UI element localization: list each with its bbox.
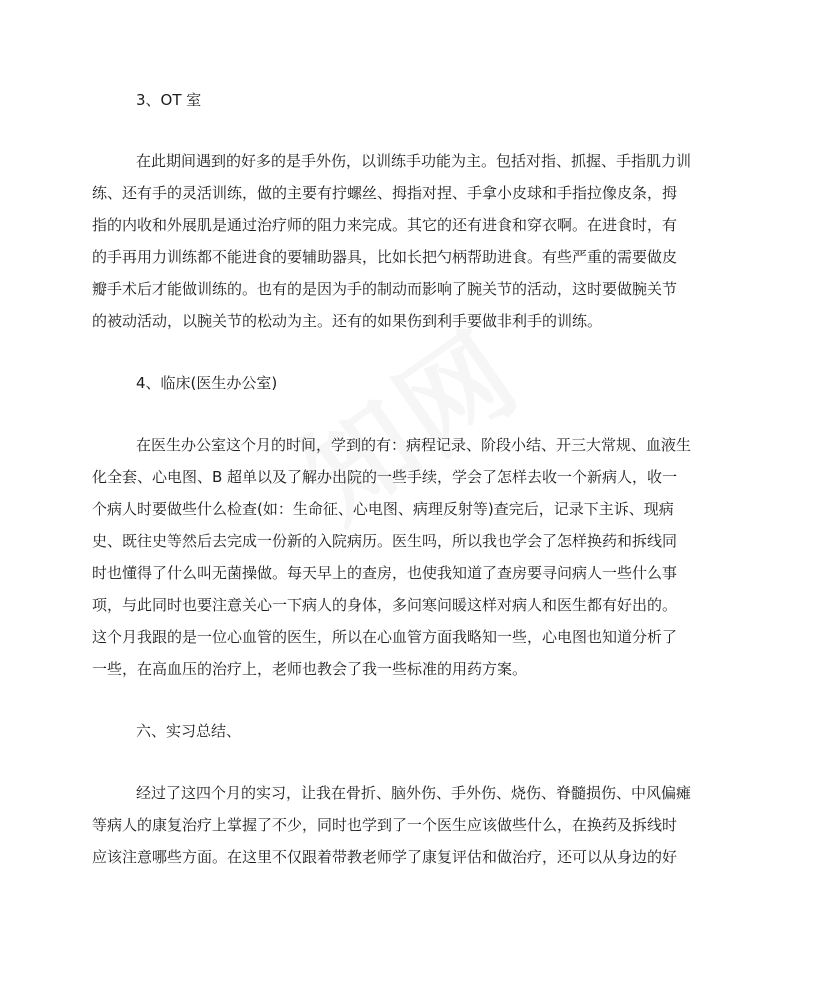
paragraph-line: 在此期间遇到的好多的是手外伤，以训练手功能为主。包括对指、抓握、手指肌力训	[136, 152, 692, 170]
section-heading-clinic: 4、临床(医生办公室)	[136, 374, 278, 392]
section-heading-summary: 六、实习总结、	[136, 722, 242, 740]
paragraph-line: 的被动活动，以腕关节的松动为主。还有的如果伤到利手要做非利手的训练。	[92, 312, 603, 330]
paragraph-line: 应该注意哪些方面。在这里不仅跟着带教老师学了康复评估和做治疗，还可以从身边的好	[92, 848, 678, 866]
section-heading-ot: 3、OT 室	[136, 91, 202, 109]
paragraph-line: 在医生办公室这个月的时间，学到的有：病程记录、阶段小结、开三大常规、血液生	[136, 436, 692, 454]
paragraph-line: 项，与此同时也要注意关心一下病人的身体，多问寒问暖这样对病人和医生都有好出的。	[92, 596, 678, 614]
paragraph-line: 瓣手术后才能做训练的。也有的是因为手的制动而影响了腕关节的活动，这时要做腕关节	[92, 280, 678, 298]
paragraph-line: 一些，在高血压的治疗上，老师也教会了我一些标准的用药方案。	[92, 660, 528, 678]
paragraph-line: 指的内收和外展肌是通过治疗师的阻力来完成。其它的还有进食和穿衣啊。在进食时，有	[92, 216, 678, 234]
paragraph-line: 化全套、心电图、B 超单以及了解办出院的一些手续，学会了怎样去收一个新病人，收一	[92, 468, 678, 486]
paragraph-line: 经过了这四个月的实习，让我在骨折、脑外伤、手外伤、烧伤、脊髓损伤、中风偏瘫	[136, 784, 692, 802]
paragraph-line: 的手再用力训练都不能进食的要辅助器具，比如长把勺柄帮助进食。有些严重的需要做皮	[92, 248, 678, 266]
paragraph-line: 这个月我跟的是一位心血管的医生，所以在心血管方面我略知一些，心电图也知道分析了	[92, 628, 678, 646]
paragraph-line: 时也懂得了什么叫无菌操做。每天早上的查房，也使我知道了查房要寻问病人一些什么事	[92, 564, 678, 582]
paragraph-line: 个病人时要做些什么检查(如：生命征、心电图、病理反射等)查完后，记录下主诉、现病	[92, 500, 674, 518]
paragraph-line: 史、既往史等然后去完成一份新的入院病历。医生吗，所以我也学会了怎样换药和拆线同	[92, 532, 678, 550]
paragraph-line: 练、还有手的灵活训练，做的主要有拧螺丝、拇指对捏、手拿小皮球和手指拉像皮条，拇	[92, 184, 678, 202]
paragraph-line: 等病人的康复治疗上掌握了不少，同时也学到了一个医生应该做些什么，在换药及拆线时	[92, 816, 678, 834]
